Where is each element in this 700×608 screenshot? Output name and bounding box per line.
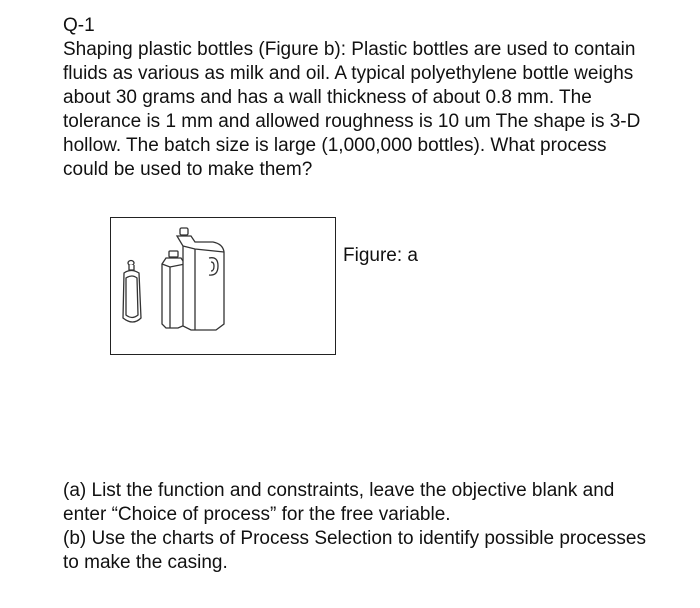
square-bottle bbox=[162, 251, 185, 328]
part-b: (b) Use the charts of Process Selection to identify possible processes to make the casing. bbox=[63, 528, 646, 573]
oval-bottle bbox=[123, 261, 141, 323]
plastic-bottles-illustration bbox=[111, 218, 337, 356]
figure-caption: Figure: a bbox=[343, 245, 418, 266]
figure-frame bbox=[110, 217, 336, 355]
question-parts bbox=[63, 479, 653, 575]
question-label: Q-1 bbox=[63, 15, 95, 36]
part-a: (a) List the function and constraints, leave the objective blank and enter “Choice of process” for the free variable. bbox=[63, 480, 615, 525]
question-body: Shaping plastic bottles (Figure b): Plastic bottles are used to contain fluids as various as milk and oil. A typical polyethylene bottle weighs about 30 grams and has a wall thickness of about 0.8 mm. The tolerance is 1 mm and allowed roughness is 10 um The shape is 3-D hollow. The batch size is large (1,000,000 bottles). What process could be used to make them? bbox=[63, 39, 641, 180]
jug bbox=[177, 228, 224, 330]
